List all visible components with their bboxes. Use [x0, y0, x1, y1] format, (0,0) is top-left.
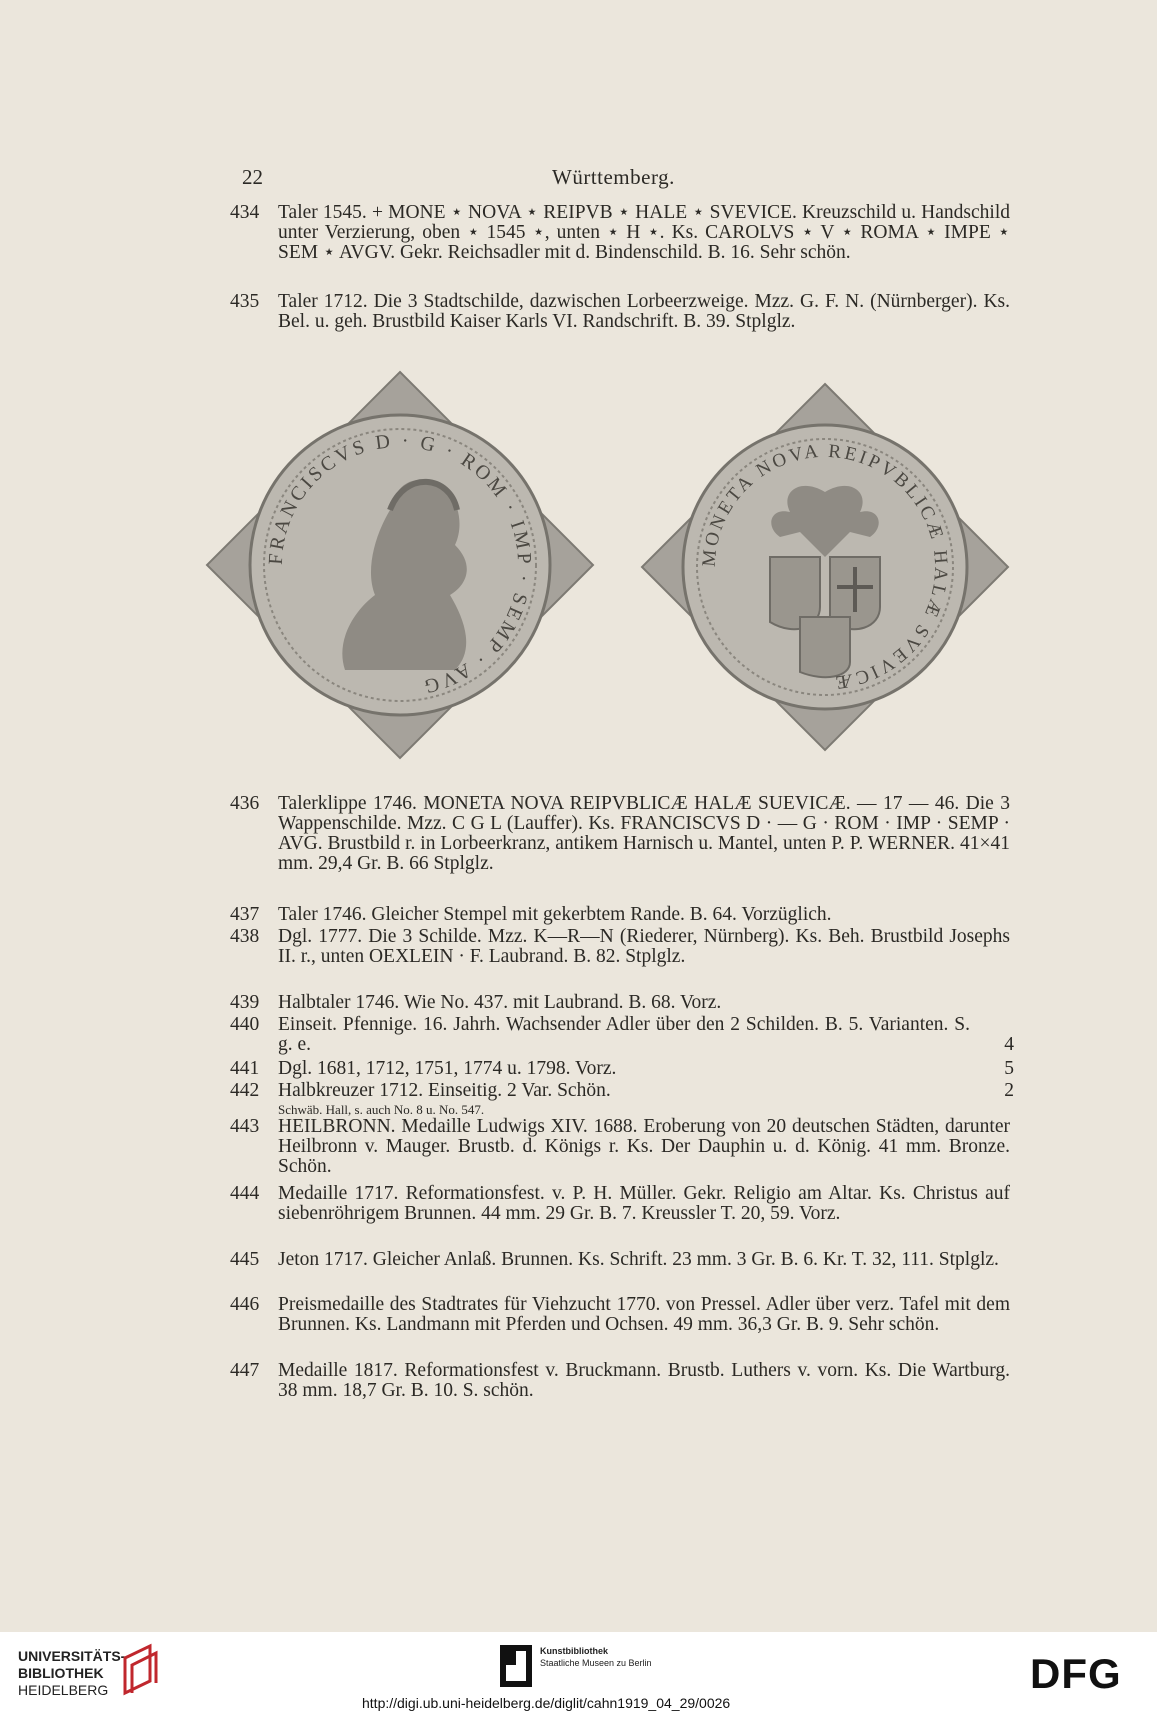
catalog-entry-447	[230, 1361, 1010, 1401]
entry-price: 5	[1004, 1058, 1014, 1079]
entry-number: 440	[230, 1014, 260, 1035]
page-number: 22	[242, 165, 263, 189]
library-emblem-icon	[120, 1643, 160, 1698]
coin-obverse-image	[205, 370, 595, 760]
entry-text: Einseit. Pfennige. 16. Jahrh. Wachsender Adler über den 2 Schilden. B. 5. Varianten. S. g. e.	[278, 1014, 970, 1055]
entry-number: 446	[230, 1294, 260, 1315]
entry-text: Taler 1545. + MONE ⋆ NOVA ⋆ REIPVB ⋆ HALE ⋆ SVEVICE. Kreuzschild u. Handschild unter Verzierung, oben ⋆ 1545 ⋆, unten ⋆ H ⋆. Ks. CAROLVS ⋆ V ⋆ ROMA ⋆ IMPE ⋆ SEM ⋆ AVGV. Gekr. Reichsadler mit d. Bindenschild. B. 16. Sehr schön.	[278, 202, 1010, 263]
entry-number: 438	[230, 926, 260, 947]
catalog-entry-440	[230, 1014, 1014, 1055]
library-name-line2: BIBLIOTHEK	[18, 1665, 104, 1681]
catalog-entry-435	[230, 292, 1010, 352]
entry-number: 439	[230, 992, 260, 1013]
catalog-entry-436	[230, 794, 1010, 894]
entry-text: Halbkreuzer 1712. Einseitig. 2 Var. Schön.	[278, 1080, 611, 1101]
entry-text: Taler 1712. Die 3 Stadtschilde, dazwischen Lorbeerzweige. Mzz. G. F. N. (Nürnberger). Ks. Bel. u. geh. Brustbild Kaiser Karls VI. Randschrift. B. 39. Stplglz.	[278, 291, 1010, 332]
entry-text: Medaille 1717. Reformationsfest. v. P. H. Müller. Gekr. Religio am Altar. Ks. Christus auf siebenröhrigem Brunnen. 44 mm. 29 Gr. B. 7. Kreussler T. 20, 59. Vorz.	[278, 1183, 1010, 1224]
coin-reverse-legend: MONETA NOVA REIPVBLICÆ HALÆ SVEVICÆ	[698, 440, 952, 694]
entry-text: Dgl. 1681, 1712, 1751, 1774 u. 1798. Vorz.	[278, 1058, 617, 1079]
catalog-entry-446	[230, 1295, 1010, 1355]
entry-number: 441	[230, 1058, 260, 1079]
entry-text: Jeton 1717. Gleicher Anlaß. Brunnen. Ks. Schrift. 23 mm. 3 Gr. B. 6. Kr. T. 32, 111. Stplglz.	[278, 1249, 999, 1270]
entry-number: 444	[230, 1183, 260, 1204]
entry-number: 434	[230, 202, 260, 223]
entry-number: 435	[230, 291, 260, 312]
catalog-entry-438	[230, 927, 1010, 987]
entry-number: 445	[230, 1249, 260, 1270]
entry-text: Taler 1746. Gleicher Stempel mit gekerbtem Rande. B. 64. Vorzüglich.	[278, 904, 832, 925]
heidelberg-library-logo[interactable]	[18, 1648, 125, 1699]
catalog-entry-443	[230, 1117, 1010, 1177]
entry-number: 443	[230, 1116, 260, 1137]
running-head: Württemberg.	[552, 165, 675, 189]
kb-line2: Staatliche Museen zu Berlin	[540, 1658, 652, 1668]
entry-price: 4	[1004, 1034, 1014, 1055]
kunstbibliothek-logo-icon	[500, 1645, 532, 1687]
library-name-line3: HEIDELBERG	[18, 1682, 109, 1698]
catalog-entry-439	[230, 993, 1010, 1013]
library-name-line1: UNIVERSITÄTS-	[18, 1648, 126, 1664]
catalog-entry-434	[230, 203, 1010, 283]
entry-text: Preismedaille des Stadtrates für Viehzucht 1770. von Pressel. Adler über verz. Tafel mit dem Brunnen. Ks. Landmann mit Pferden und Ochsen. 49 mm. 36,3 Gr. B. 9. Sehr schön.	[278, 1294, 1010, 1335]
catalog-entry-445	[230, 1250, 1010, 1290]
entry-text: HEILBRONN. Medaille Ludwigs XIV. 1688. Eroberung von 20 deutschen Städten, darunter Heilbronn v. Mauger. Brustb. d. Königs r. Ks. Der Dauphin u. d. König. 41 mm. Bronze. Schön.	[278, 1116, 1010, 1177]
page-url-link[interactable]: http://digi.ub.uni-heidelberg.de/diglit/cahn1919_04_29/0026	[362, 1695, 731, 1711]
entry-number: 442	[230, 1080, 260, 1101]
catalog-entry-444	[230, 1184, 1010, 1244]
entry-number: 436	[230, 793, 260, 814]
cross-reference: Schwäb. Hall, s. auch No. 8 u. No. 547.	[278, 1102, 485, 1117]
dfg-logo[interactable]: DFG	[1030, 1650, 1122, 1697]
entry-number: 447	[230, 1360, 260, 1381]
kunstbibliothek-label	[540, 1645, 652, 1669]
entry-price: 2	[1004, 1080, 1014, 1101]
entry-text: Dgl. 1777. Die 3 Schilde. Mzz. K—R—N (Riederer, Nürnberg). Ks. Beh. Brustbild Josephs II. r., unten OEXLEIN · F. Laubrand. B. 82. Stplglz.	[278, 926, 1010, 967]
coin-reverse-image	[640, 382, 1010, 752]
catalog-entry-441	[230, 1058, 1014, 1079]
entry-text: Medaille 1817. Reformationsfest v. Bruckmann. Brustb. Luthers v. vorn. Ks. Die Wartburg. 38 mm. 18,7 Gr. B. 10. S. schön.	[278, 1360, 1010, 1401]
catalog-entry-442	[230, 1080, 1014, 1101]
entry-number: 437	[230, 904, 260, 925]
coin-obverse-legend: FRANCISCVS D · G · ROM · IMP · SEMP · AVG	[264, 429, 536, 699]
kb-line1: Kunstbibliothek	[540, 1646, 608, 1656]
catalog-entry-437	[230, 905, 1010, 925]
entry-text: Halbtaler 1746. Wie No. 437. mit Laubrand. B. 68. Vorz.	[278, 992, 722, 1013]
entry-text: Talerklippe 1746. MONETA NOVA REIPVBLICÆ HALÆ SUEVICÆ. — 17 — 46. Die 3 Wappenschilde. Mzz. C G L (Lauffer). Ks. FRANCISCVS D · — G · ROM · IMP · SEMP · AVG. Brustbild r. in Lorbeerkranz, antikem Harnisch u. Mantel, unten P. P. WERNER. 41×41 mm. 29,4 Gr. B. 66 Stplglz.	[278, 793, 1010, 874]
